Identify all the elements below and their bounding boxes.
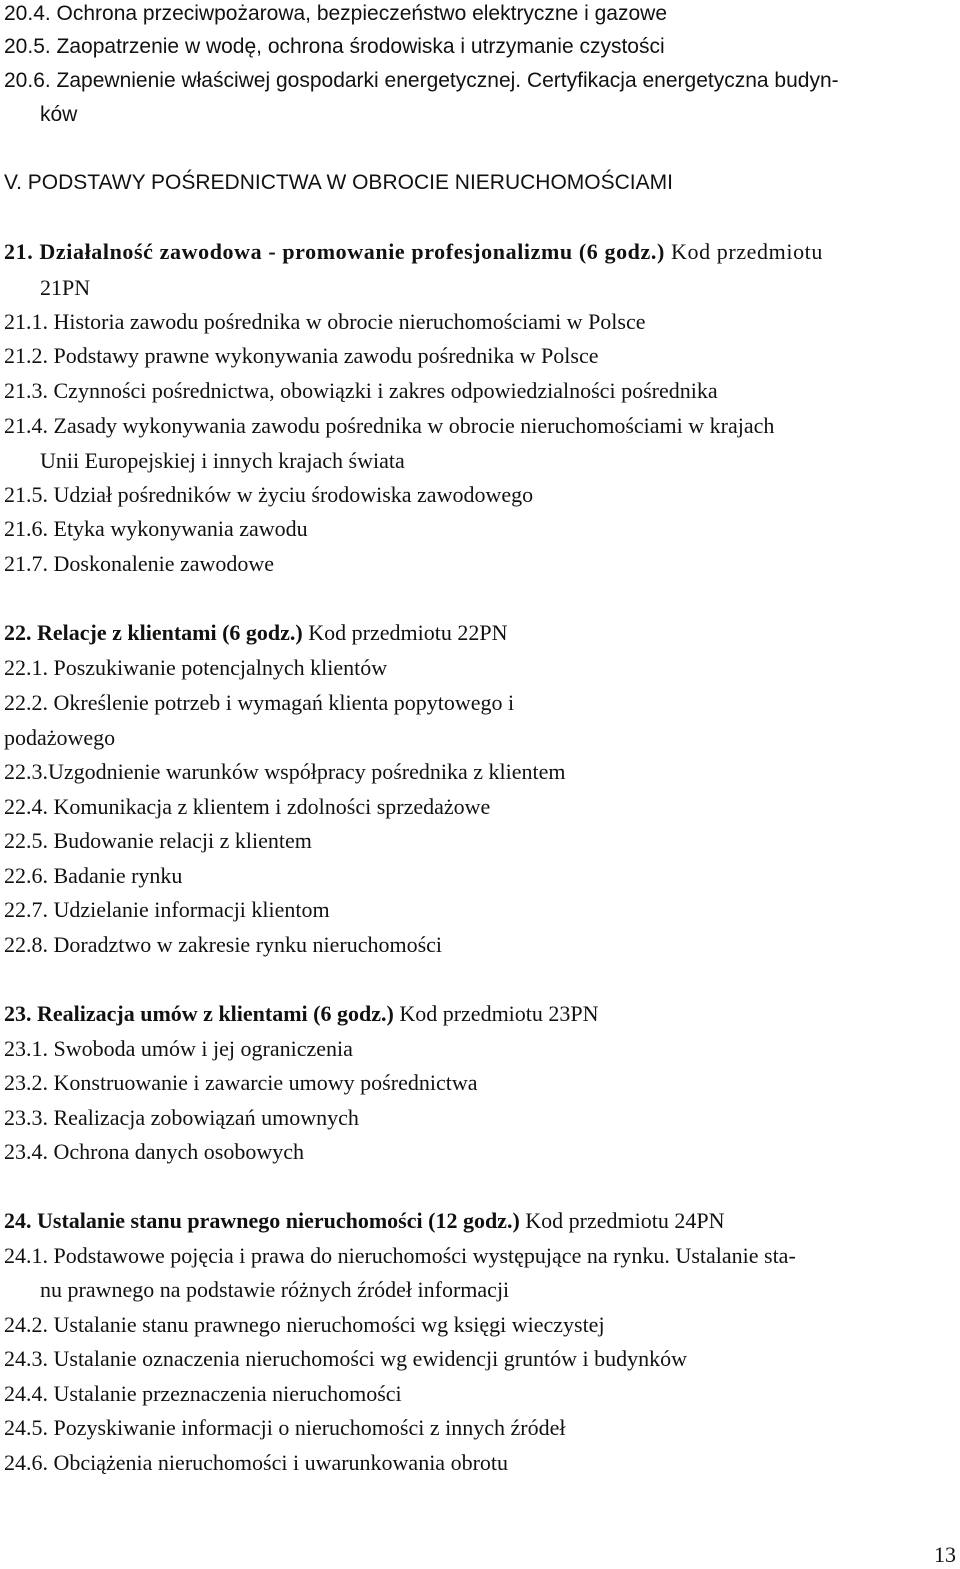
item-24-4: 24.4. Ustalanie przeznaczenia nieruchomości (4, 1381, 402, 1406)
item-22-4: 22.4. Komunikacja z klientem i zdolności sprzedażowe (4, 794, 491, 819)
item-24-1: 24.1. Podstawowe pojęcia i prawa do nieruchomości występujące na rynku. Ustalanie sta- (4, 1243, 796, 1268)
item-22-2-continued: podażowego (4, 725, 116, 750)
item-22-8: 22.8. Doradztwo w zakresie rynku nieruchomości (4, 932, 443, 957)
section-21-heading (4, 238, 823, 266)
item-24-1-continued: nu prawnego na podstawie różnych źródeł informacji (40, 1277, 510, 1302)
item-20-5: 20.5. Zaopatrzenie w wodę, ochrona środowiska i utrzymanie czystości (4, 35, 665, 58)
item-24-6: 24.6. Obciążenia nieruchomości i uwarunkowania obrotu (4, 1450, 509, 1475)
page-number: 13 (934, 1542, 956, 1567)
item-23-3: 23.3. Realizacja zobowiązań umownych (4, 1105, 359, 1130)
section-23-title: 23. Realizacja umów z klientami (6 godz.) (4, 1001, 394, 1026)
item-21-6: 21.6. Etyka wykonywania zawodu (4, 516, 308, 541)
item-24-5: 24.5. Pozyskiwanie informacji o nieruchomości z innych źródeł (4, 1415, 566, 1440)
item-20-6: 20.6. Zapewnienie właściwej gospodarki energetycznej. Certyfikacja energetyczna budyn- (4, 69, 839, 92)
item-22-2: 22.2. Określenie potrzeb i wymagań klienta popytowego i (4, 690, 515, 715)
item-23-1: 23.1. Swoboda umów i jej ograniczenia (4, 1036, 353, 1061)
section-24-code: Kod przedmiotu 24PN (519, 1208, 725, 1233)
section-22-code: Kod przedmiotu 22PN (302, 620, 508, 645)
section-21-title: 21. Działalność zawodowa - promowanie profesjonalizmu (6 godz.) (4, 239, 665, 264)
item-23-2: 23.2. Konstruowanie i zawarcie umowy pośrednictwa (4, 1070, 478, 1095)
section-24-heading (4, 1207, 724, 1235)
section-23-heading (4, 1000, 599, 1028)
item-21-7: 21.7. Doskonalenie zawodowe (4, 551, 275, 576)
item-24-2: 24.2. Ustalanie stanu prawnego nieruchomości wg księgi wieczystej (4, 1312, 605, 1337)
item-22-3: 22.3.Uzgodnienie warunków współpracy pośrednika z klientem (4, 759, 566, 784)
item-21-1: 21.1. Historia zawodu pośrednika w obrocie nieruchomościami w Polsce (4, 309, 646, 334)
item-22-5: 22.5. Budowanie relacji z klientem (4, 828, 312, 853)
item-22-7: 22.7. Udzielanie informacji klientom (4, 897, 330, 922)
section-21-code-label: Kod przedmiotu (664, 239, 823, 264)
section-23-code: Kod przedmiotu 23PN (393, 1001, 599, 1026)
section-21-code: 21PN (40, 275, 91, 300)
item-22-6: 22.6. Badanie rynku (4, 863, 183, 888)
item-21-3: 21.3. Czynności pośrednictwa, obowiązki i zakres odpowiedzialności pośrednika (4, 378, 718, 403)
item-23-4: 23.4. Ochrona danych osobowych (4, 1139, 304, 1164)
item-20-4: 20.4. Ochrona przeciwpożarowa, bezpieczeństwo elektryczne i gazowe (4, 2, 668, 25)
section-22-heading (4, 619, 507, 647)
item-21-2: 21.2. Podstawy prawne wykonywania zawodu pośrednika w Polsce (4, 343, 599, 368)
item-21-4-continued: Unii Europejskiej i innych krajach świata (40, 448, 405, 473)
section-22-title: 22. Relacje z klientami (6 godz.) (4, 620, 303, 645)
part-heading: V. PODSTAWY POŚREDNICTWA W OBROCIE NIERUCHOMOŚCIAMI (4, 171, 673, 194)
section-24-title: 24. Ustalanie stanu prawnego nieruchomości (12 godz.) (4, 1208, 520, 1233)
item-22-1: 22.1. Poszukiwanie potencjalnych klientów (4, 655, 388, 680)
item-21-4: 21.4. Zasady wykonywania zawodu pośrednika w obrocie nieruchomościami w krajach (4, 413, 775, 438)
item-20-6-continued: ków (40, 103, 78, 126)
item-21-5: 21.5. Udział pośredników w życiu środowiska zawodowego (4, 482, 534, 507)
item-24-3: 24.3. Ustalanie oznaczenia nieruchomości wg ewidencji gruntów i budynków (4, 1346, 688, 1371)
